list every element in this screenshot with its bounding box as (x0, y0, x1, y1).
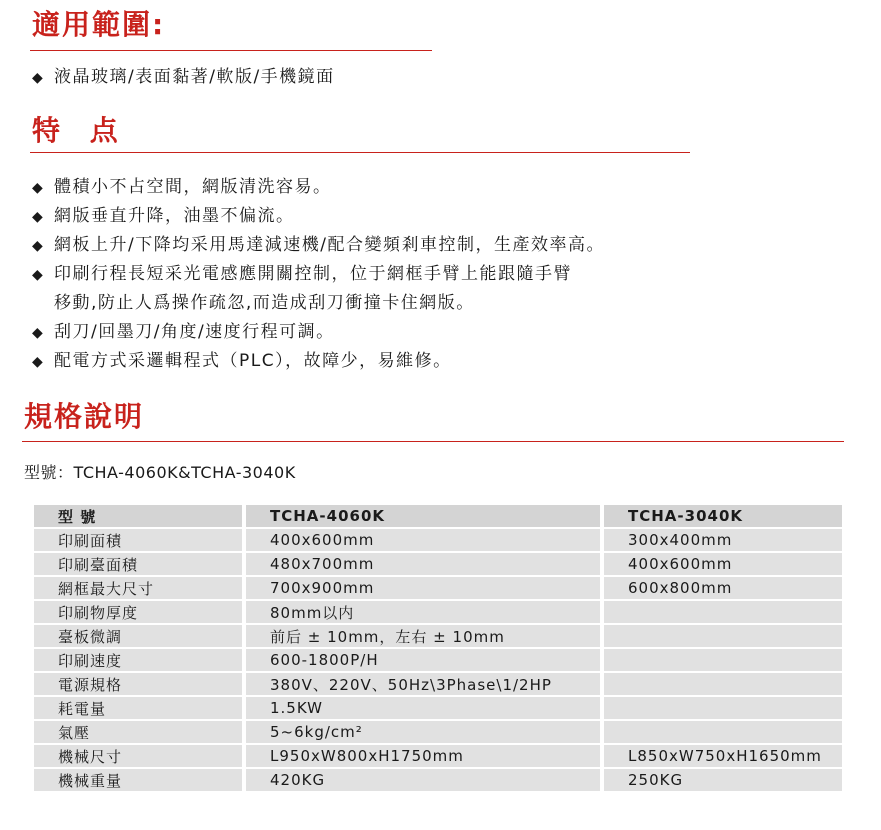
row-label: 機械重量 (34, 769, 242, 791)
row-label: 印刷面積 (34, 529, 242, 551)
feature-item: ◆ 體積小不占空間，網版清洗容易。 (32, 177, 332, 197)
row-label: 印刷臺面積 (34, 553, 242, 575)
feature-item-continued: 移動,防止人爲操作疏忽,而造成刮刀衝撞卡住網版。 (54, 293, 475, 313)
table-row (34, 721, 842, 743)
row-label: 印刷物厚度 (34, 601, 242, 623)
header-cell-model-b: TCHA-3040K (604, 505, 842, 527)
usage-heading: 適用範圍: (32, 8, 166, 41)
header-cell-label: 型 號 (34, 505, 242, 527)
table-row (34, 649, 842, 671)
bullet-diamond-icon: ◆ (32, 70, 45, 86)
usage-heading-rule (30, 50, 432, 51)
row-value-b (604, 649, 842, 671)
row-label: 耗電量 (34, 697, 242, 719)
usage-item: ◆ 液晶玻璃/表面黏著/軟版/手機鏡面 (32, 67, 335, 87)
feature-item: ◆ 印刷行程長短采光電感應開關控制，位于網框手臂上能跟隨手臂 (32, 264, 572, 284)
row-value-b (604, 601, 842, 623)
row-value-a: 380V、220V、50Hz\3Phase\1/2HP (246, 673, 600, 695)
table-row (34, 745, 842, 767)
row-label: 氣壓 (34, 721, 242, 743)
row-value-a: 1.5KW (246, 697, 600, 719)
row-value-a: 480x700mm (246, 553, 600, 575)
table-row (34, 601, 842, 623)
table-row (34, 577, 842, 599)
row-value-b: 300x400mm (604, 529, 842, 551)
row-label: 網框最大尺寸 (34, 577, 242, 599)
row-value-b (604, 721, 842, 743)
feature-item: ◆ 網版垂直升降，油墨不偏流。 (32, 206, 295, 226)
model-line: 型號：TCHA-4060K&TCHA-3040K (24, 463, 296, 482)
specs-heading: 規格說明 (24, 400, 145, 433)
bullet-diamond-icon: ◆ (32, 209, 45, 225)
spec-table-header (34, 505, 842, 527)
feature-item: ◆ 配電方式采邏輯程式（PLC），故障少，易維修。 (32, 351, 452, 371)
row-value-b (604, 625, 842, 647)
table-row (34, 769, 842, 791)
row-value-a: 80mm以内 (246, 601, 600, 623)
row-value-a: 前后 ± 10mm，左右 ± 10mm (246, 625, 600, 647)
row-label: 機械尺寸 (34, 745, 242, 767)
row-label: 臺板微調 (34, 625, 242, 647)
spec-table (30, 503, 846, 793)
table-row (34, 529, 842, 551)
table-row (34, 697, 842, 719)
row-value-b: 600x800mm (604, 577, 842, 599)
row-value-b: L850xW750xH1650mm (604, 745, 842, 767)
row-value-b: 400x600mm (604, 553, 842, 575)
features-heading: 特 点 (32, 114, 128, 147)
bullet-diamond-icon: ◆ (32, 238, 45, 254)
bullet-diamond-icon: ◆ (32, 267, 45, 283)
bullet-diamond-icon: ◆ (32, 354, 45, 370)
header-cell-model-a: TCHA-4060K (246, 505, 600, 527)
row-value-b (604, 673, 842, 695)
row-value-a: 420KG (246, 769, 600, 791)
bullet-diamond-icon: ◆ (32, 180, 45, 196)
row-value-a: L950xW800xH1750mm (246, 745, 600, 767)
table-row (34, 625, 842, 647)
feature-item: ◆ 刮刀/回墨刀/角度/速度行程可調。 (32, 322, 335, 342)
bullet-diamond-icon: ◆ (32, 325, 45, 341)
row-value-a: 5~6kg/cm² (246, 721, 600, 743)
features-heading-rule (30, 152, 690, 153)
table-row (34, 553, 842, 575)
row-label: 電源規格 (34, 673, 242, 695)
row-value-b (604, 697, 842, 719)
row-value-a: 600-1800P/H (246, 649, 600, 671)
specs-heading-rule (22, 441, 844, 442)
table-row (34, 673, 842, 695)
row-value-b: 250KG (604, 769, 842, 791)
row-label: 印刷速度 (34, 649, 242, 671)
feature-item: ◆ 網板上升/下降均采用馬達減速機/配合變頻剎車控制，生產效率高。 (32, 235, 605, 255)
row-value-a: 400x600mm (246, 529, 600, 551)
row-value-a: 700x900mm (246, 577, 600, 599)
